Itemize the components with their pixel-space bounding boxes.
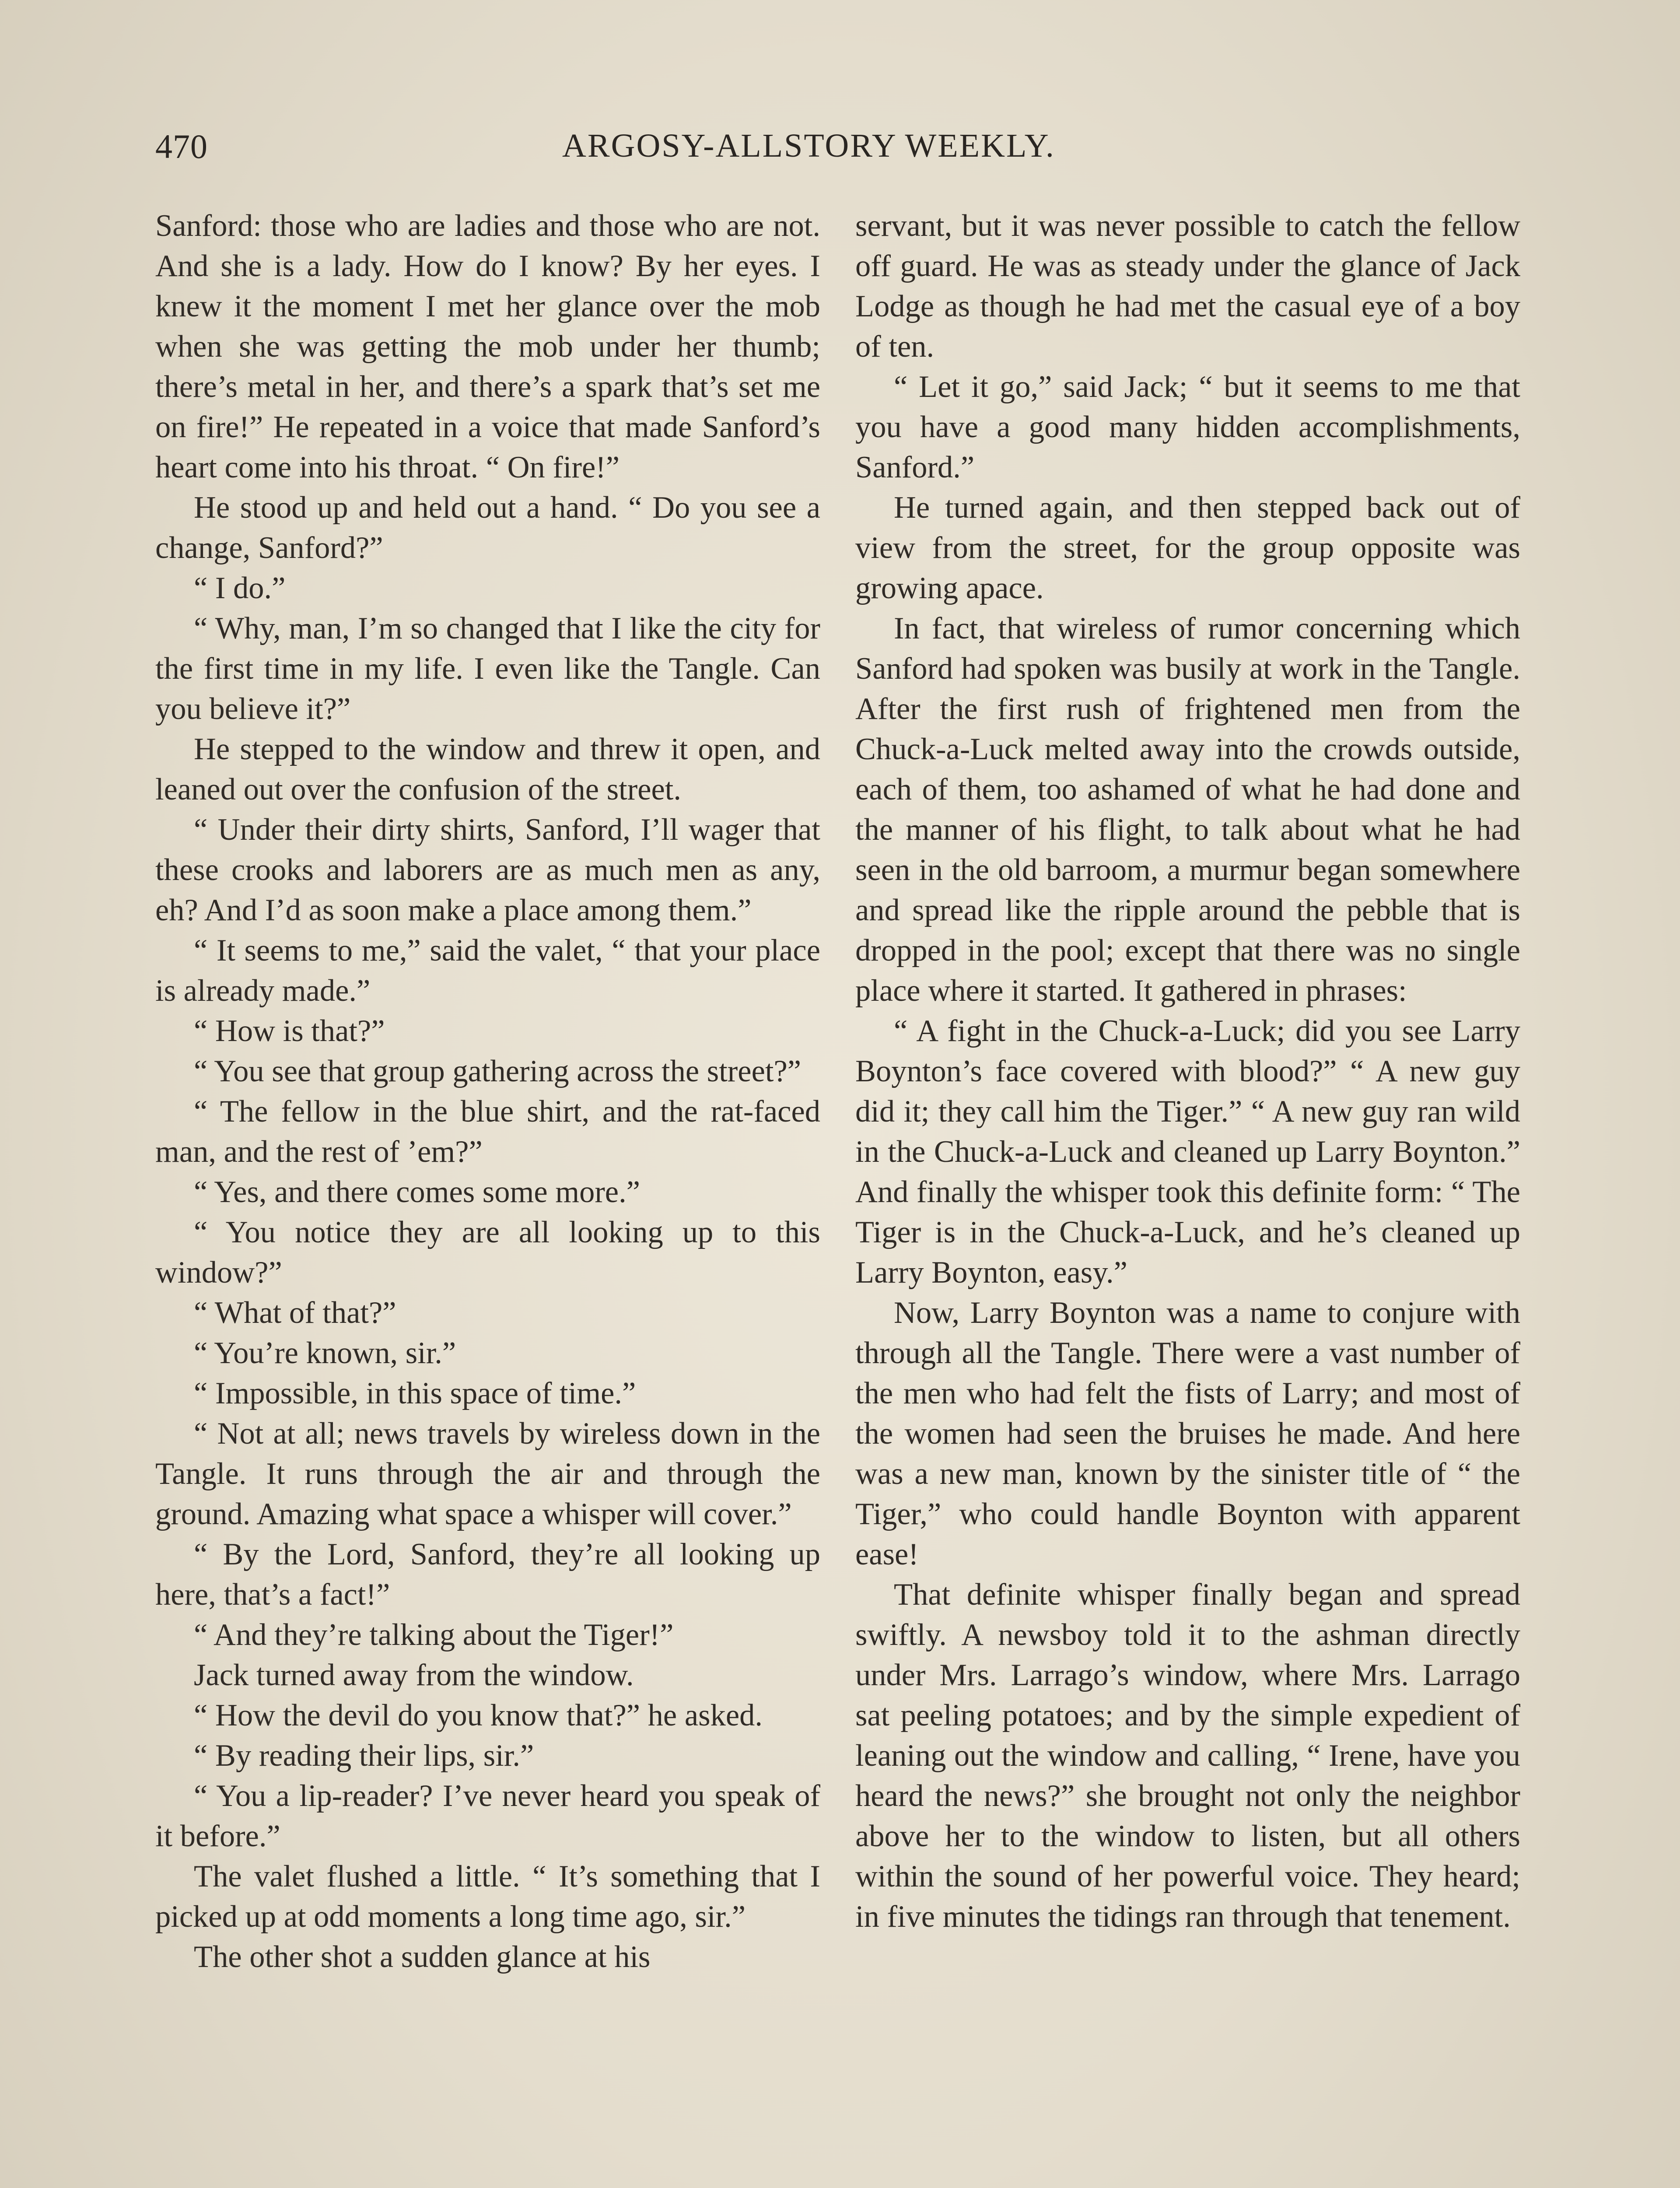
- paragraph: Sanford: those who are ladies and those who are not. And she is a lady. How do I know? By her eyes. I knew it the moment I met her glance over the mob when she was getting the mob under her thumb; there’s metal in her, and there’s a spark that’s set me on fire!” He repeated in a voice that made Sanford’s heart come into his throat. “ On fire!”: [155, 209, 820, 484]
- paragraph: “ It seems to me,” said the valet, “ that your place is already made.”: [155, 933, 820, 1008]
- paragraph: Now, Larry Boynton was a name to conjure with through all the Tangle. There were a vast number of the men who had felt the fists of Larry; and most of the women had seen the bruises he made. And here was a new man, known by the sinister title of “ the Tiger,” who could handle Boynton with apparent ease!: [855, 1296, 1520, 1571]
- paragraph: “ I do.”: [194, 571, 286, 605]
- left-column: [155, 206, 820, 1977]
- paragraph: “ What of that?”: [194, 1296, 396, 1330]
- paragraph: “ You see that group gathering across the street?”: [194, 1054, 802, 1088]
- paragraph: “ You a lip-reader? I’ve never heard you speak of it before.”: [155, 1779, 820, 1853]
- paragraph: servant, but it was never possible to catch the fellow off guard. He was as steady under the glance of Jack Lodge as though he had met the casual eye of a boy of ten.: [855, 209, 1520, 364]
- paragraph: He turned again, and then stepped back out of view from the street, for the group opposite was growing apace.: [855, 491, 1520, 605]
- paragraph: He stepped to the window and threw it open, and leaned out over the confusion of the street.: [155, 732, 820, 806]
- paragraph: “ You notice they are all looking up to this window?”: [155, 1215, 820, 1290]
- paragraph: “ A fight in the Chuck-a-Luck; did you see Larry Boynton’s face covered with blood?” “ A new guy did it; they call him the Tiger.” “ A new guy ran wild in the Chuck-a-Luck and cleaned up Larry Boynton.” And finally the whisper took this definite form: “ The Tiger is in the Chuck-a-Luck, and he’s cleaned up Larry Boynton, easy.”: [855, 1014, 1520, 1290]
- paragraph: “ Impossible, in this space of time.”: [194, 1376, 636, 1410]
- paragraph: “ You’re known, sir.”: [194, 1336, 456, 1370]
- page-number: 470: [155, 127, 208, 165]
- right-column: [855, 206, 1520, 1937]
- paragraph: “ Why, man, I’m so changed that I like the city for the first time in my life. I even like the Tangle. Can you believe it?”: [155, 611, 820, 726]
- paragraph: “ Not at all; news travels by wireless down in the Tangle. It runs through the air and through the ground. Amazing what space a whisper will cover.”: [155, 1417, 820, 1531]
- paragraph: The valet flushed a little. “ It’s something that I picked up at odd moments a long time ago, sir.”: [155, 1859, 820, 1934]
- paragraph: “ Yes, and there comes some more.”: [194, 1175, 640, 1209]
- paragraph: He stood up and held out a hand. “ Do you see a change, Sanford?”: [155, 491, 820, 565]
- paragraph: “ The fellow in the blue shirt, and the rat-faced man, and the rest of ’em?”: [155, 1094, 820, 1169]
- paragraph: “ Under their dirty shirts, Sanford, I’ll wager that these crooks and laborers are as much men as any, eh? And I’d as soon make a place among them.”: [155, 813, 820, 927]
- paragraph: “ How is that?”: [194, 1014, 385, 1048]
- paragraph: In fact, that wireless of rumor concerning which Sanford had spoken was busily at work in the Tangle. After the first rush of frightened men from the Chuck-a-Luck melted away into the crowds outside, each of them, too ashamed of what he had done and the manner of his flight, to talk about what he had seen in the old barroom, a murmur began somewhere and spread like the ripple around the pebble that is dropped in the pool; except that there was no single place where it started. It gathered in phrases:: [855, 611, 1520, 1008]
- paragraph: “ By reading their lips, sir.”: [194, 1739, 534, 1773]
- page-header: [155, 127, 1518, 175]
- paragraph: “ Let it go,” said Jack; “ but it seems to me that you have a good many hidden accomplishments, Sanford.”: [855, 370, 1520, 484]
- running-head: ARGOSY-ALLSTORY WEEKLY.: [562, 127, 1055, 164]
- paragraph: “ And they’re talking about the Tiger!”: [194, 1618, 674, 1652]
- paragraph: That definite whisper finally began and spread swiftly. A newsboy told it to the ashman directly under Mrs. Larrago’s window, where Mrs. Larrago sat peeling potatoes; and by the simple expedient of leaning out the window and calling, “ Irene, have you heard the news?” she brought not only the neighbor above her to the window to listen, but all others within the sound of her powerful voice. They heard; in five minutes the tidings ran through that tenement.: [855, 1578, 1520, 1934]
- paragraph: The other shot a sudden glance at his: [194, 1940, 651, 1974]
- paragraph: “ By the Lord, Sanford, they’re all looking up here, that’s a fact!”: [155, 1537, 820, 1612]
- paragraph: “ How the devil do you know that?” he asked.: [194, 1698, 763, 1732]
- paragraph: Jack turned away from the window.: [194, 1658, 634, 1692]
